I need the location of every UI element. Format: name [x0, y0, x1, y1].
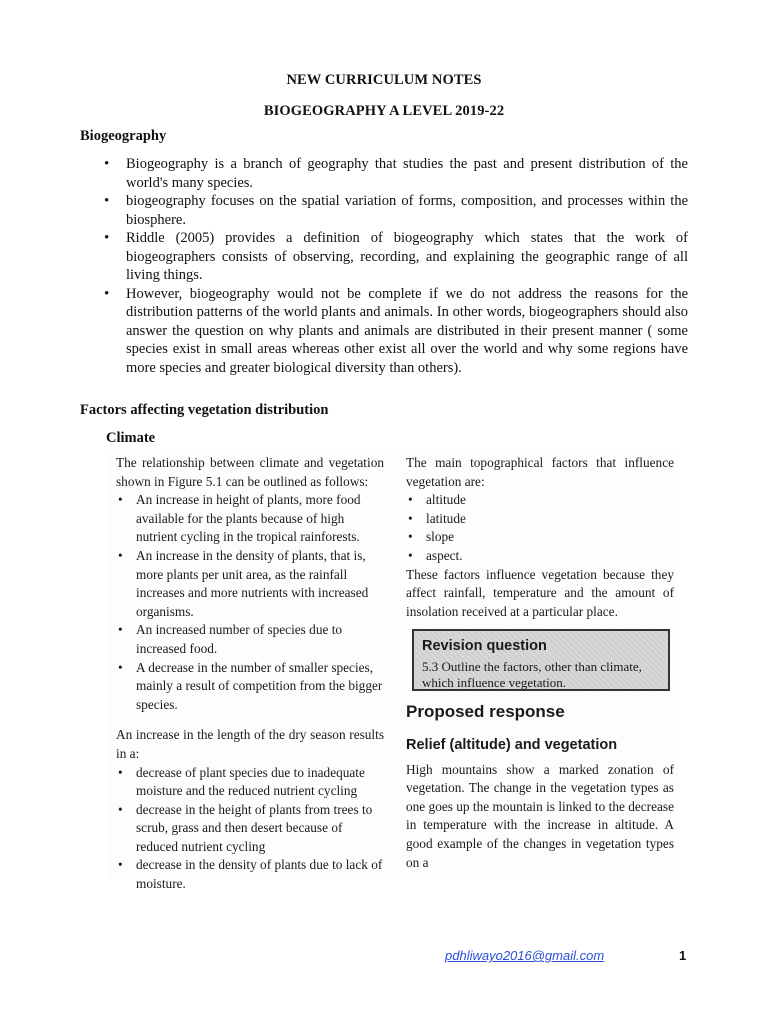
list-item: • An increased number of species due to increased food.	[116, 621, 384, 658]
bullet-item: • Riddle (2005) provides a definition of biogeography which states that the work of biogeographers consists of observing, recording, and explaining the geographic range of all living things.	[104, 229, 688, 285]
revision-question-title: Revision question	[422, 638, 547, 655]
scan-left-column	[116, 454, 384, 894]
doc-title: NEW CURRICULUM NOTES	[286, 72, 482, 88]
section-heading-biogeography: Biogeography	[80, 128, 167, 144]
revision-question-text: 5.3 Outline the factors, other than climate, which influence vegetation.	[422, 659, 642, 691]
scan-left-intro2: An increase in the length of the dry season results in a:	[116, 727, 384, 761]
bullet-item: • Biogeography is a branch of geography that studies the past and present distribution of the world's many species.	[104, 155, 688, 192]
footer-email-link[interactable]: pdhliwayo2016@gmail.com	[445, 948, 605, 963]
doc-subtitle: BIOGEOGRAPHY A LEVEL 2019-22	[263, 103, 505, 119]
list-item: • An increase in height of plants, more food available for the plants because of high nutrient cycling in the tropical rainforests.	[116, 491, 384, 547]
proposed-response-heading: Proposed response	[406, 702, 565, 722]
subheading-climate: Climate	[106, 430, 156, 446]
list-item: • An increase in the density of plants, that is, more plants per unit area, as the rainfall increases and more nutrients with increased organisms.	[116, 547, 384, 621]
biogeography-bullet-list	[104, 155, 688, 377]
list-item: • latitude	[406, 510, 674, 529]
section-heading-factors: Factors affecting vegetation distribution	[80, 402, 329, 418]
list-item: • decrease in the density of plants due to lack of moisture.	[116, 856, 384, 893]
dry-season-effects-list	[116, 764, 384, 894]
list-item: • A decrease in the number of smaller species, mainly a result of competition from the bigger species.	[116, 659, 384, 715]
scan-left-intro: The relationship between climate and vegetation shown in Figure 5.1 can be outlined as follows:	[116, 455, 384, 489]
scan-right-intro: The main topographical factors that influence vegetation are:	[406, 455, 674, 489]
scan-right-para: These factors influence vegetation because they affect rainfall, temperature and the amount of insolation received at a particular place.	[406, 566, 674, 619]
list-item: • decrease in the height of plants from trees to scrub, grass and then desert because of reduced nutrient cycling	[116, 801, 384, 857]
bullet-item: • However, biogeography would not be complete if we do not address the reasons for the distribution patterns of the world plants and animals. In other words, biogeographers should also answer the question on why plants and animals are distributed in their present manner ( some species exist in small areas whereas other exist all over the world and why some regions have more species and greater biological diversity than others).	[104, 285, 688, 378]
scan-right-column	[406, 454, 674, 872]
climate-effects-list	[116, 491, 384, 714]
list-item: • slope	[406, 528, 674, 547]
scanned-textbook-excerpt	[108, 454, 678, 892]
list-item: • altitude	[406, 491, 674, 510]
page-number: 1	[679, 948, 687, 963]
list-item: • aspect.	[406, 547, 674, 566]
revision-question-box	[412, 629, 670, 691]
relief-text: High mountains show a marked zonation of vegetation. The change in the vegetation types as one goes up the mountain is linked to the decrease in temperature with the increase in altitude. A good example of the changes in vegetation types on a	[406, 761, 674, 870]
relief-heading: Relief (altitude) and vegetation	[406, 736, 618, 753]
list-item: • decrease of plant species due to inadequate moisture and the reduced nutrient cycling	[116, 764, 384, 801]
bullet-item: • biogeography focuses on the spatial variation of forms, composition, and processes within the biosphere.	[104, 192, 688, 229]
topographical-factors-list	[406, 491, 674, 565]
